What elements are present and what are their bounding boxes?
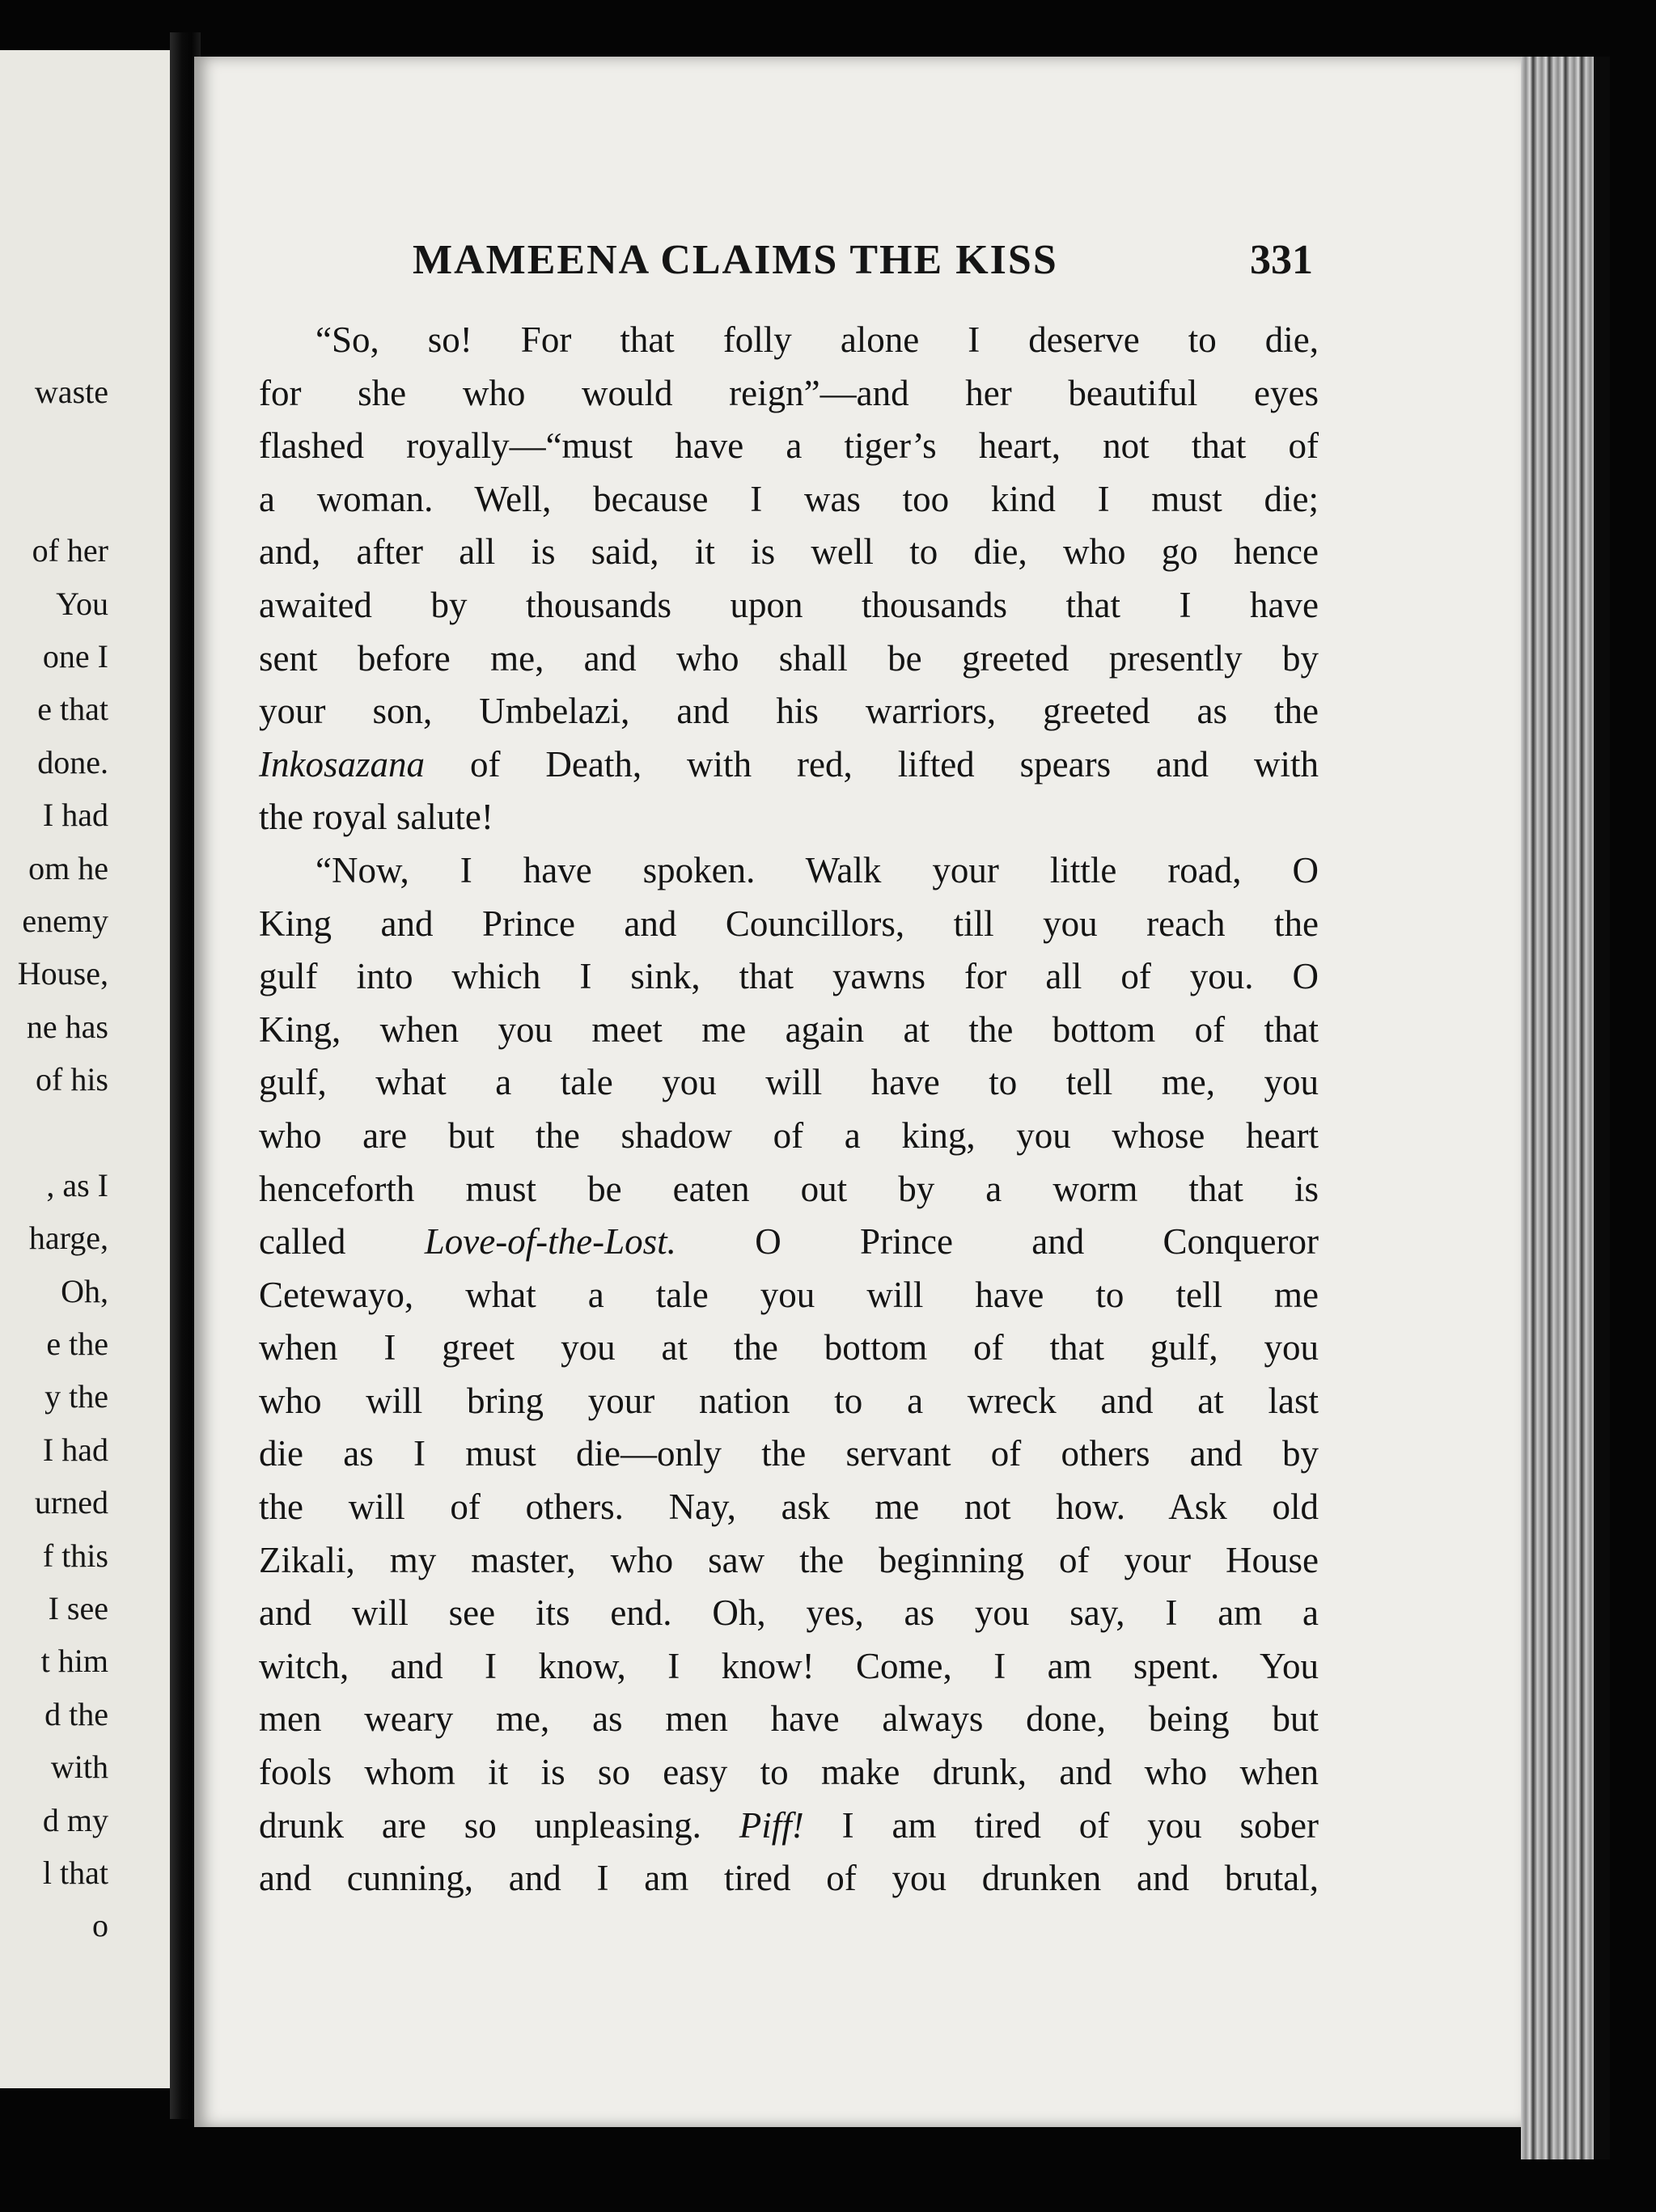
left-page-line: t him bbox=[40, 1643, 108, 1680]
left-page-line: done. bbox=[37, 743, 108, 780]
text-line: the will of others. Nay, ask me not how. Ask old bbox=[259, 1487, 1319, 1528]
text-line: men weary me, as men have always done, being but bbox=[259, 1698, 1319, 1740]
text-line: sent before me, and who shall be greeted presently by bbox=[259, 637, 1319, 679]
text-segment: drunk are so unpleasing. bbox=[259, 1804, 739, 1846]
left-page-line: waste bbox=[34, 374, 108, 410]
text-line: when I greet you at the bottom of that gulf, you bbox=[259, 1327, 1319, 1368]
text-line: and cunning, and I am tired of you drunken and brutal, bbox=[259, 1858, 1319, 1899]
left-page-line: urned bbox=[34, 1484, 108, 1521]
left-page-line: of her bbox=[32, 532, 108, 569]
left-page-line: I see bbox=[48, 1589, 108, 1626]
text-line: and, after all is said, it is well to die, who go hence bbox=[259, 531, 1319, 573]
left-page-line: I had bbox=[42, 797, 108, 834]
left-page-line bbox=[18, 418, 108, 471]
left-page-line: ne has bbox=[26, 1008, 108, 1045]
text-line: awaited by thousands upon thousands that I have bbox=[259, 584, 1319, 625]
left-page-line: f this bbox=[42, 1537, 108, 1574]
text-line: who are but the shadow of a king, you whose heart bbox=[259, 1114, 1319, 1156]
text-line: flashed royally—“must have a tiger’s heart, not that of bbox=[259, 425, 1319, 467]
text-line: gulf into which I sink, that yawns for all of you. O bbox=[259, 956, 1319, 997]
left-page-line: harge, bbox=[28, 1220, 108, 1257]
left-page-line: House, bbox=[17, 955, 108, 992]
italic-text: Piff! bbox=[739, 1804, 804, 1846]
text-line: your son, Umbelazi, and his warriors, greeted as the bbox=[259, 691, 1319, 732]
text-line: henceforth must be eaten out by a worm that is bbox=[259, 1168, 1319, 1209]
page-number: 331 bbox=[1250, 237, 1313, 283]
text-line: “Now, I have spoken. Walk your little road, O bbox=[316, 849, 1319, 890]
text-line: fools whom it is so easy to make drunk, and who when bbox=[259, 1752, 1319, 1793]
text-line: Zikali, my master, who saw the beginning of your House bbox=[259, 1539, 1319, 1580]
text-line: Cetewayo, what a tale you will have to tell me bbox=[259, 1274, 1319, 1315]
left-page-line: d the bbox=[44, 1695, 108, 1732]
left-page-line: e that bbox=[37, 691, 108, 728]
text-line: a woman. Well, because I was too kind I must die; bbox=[259, 478, 1319, 519]
left-page-line: I had bbox=[42, 1431, 108, 1468]
text-segment: O Prince and Conqueror bbox=[676, 1221, 1319, 1262]
left-page-line: , as I bbox=[46, 1166, 108, 1203]
running-head: MAMEENA CLAIMS THE KISS bbox=[413, 237, 1058, 283]
left-page-line: o bbox=[92, 1907, 108, 1944]
left-page-line: y the bbox=[44, 1378, 108, 1415]
left-page-line: l that bbox=[42, 1854, 108, 1891]
text-line: witch, and I know, I know! Come, I am spent. You bbox=[259, 1645, 1319, 1686]
text-line: “So, so! For that folly alone I deserve to die, bbox=[316, 319, 1319, 360]
text-line: for she who would reign”—and her beautiful eyes bbox=[259, 372, 1319, 413]
body-text bbox=[259, 314, 1319, 1905]
left-page-line: with bbox=[50, 1749, 108, 1786]
italic-text: Love-of-the-Lost. bbox=[424, 1221, 676, 1262]
text-line: die as I must die—only the servant of others and by bbox=[259, 1433, 1319, 1474]
text-line: and will see its end. Oh, yes, as you say, I am a bbox=[259, 1592, 1319, 1634]
left-page-line: enemy bbox=[22, 902, 108, 939]
text-line bbox=[259, 1800, 1319, 1853]
left-page-line bbox=[18, 472, 108, 524]
left-page-line bbox=[18, 1106, 108, 1158]
italic-text: Inkosazana bbox=[259, 743, 425, 785]
text-line: King and Prince and Councillors, till you reach the bbox=[259, 903, 1319, 944]
page-edges bbox=[1521, 57, 1594, 2159]
left-page-line: om he bbox=[28, 849, 108, 886]
text-line bbox=[259, 1216, 1319, 1269]
text-line: gulf, what a tale you will have to tell me, you bbox=[259, 1062, 1319, 1103]
text-line: King, when you meet me again at the bottom of that bbox=[259, 1009, 1319, 1050]
text-segment: I am tired of you sober bbox=[803, 1804, 1319, 1846]
left-page-line: of his bbox=[36, 1061, 108, 1098]
left-page-line: d my bbox=[42, 1801, 108, 1838]
left-page-line: e the bbox=[46, 1326, 108, 1363]
left-page-fragment bbox=[0, 50, 170, 2088]
text-segment: of Death, with red, lifted spears and with bbox=[424, 743, 1319, 785]
text-line: who will bring your nation to a wreck and at last bbox=[259, 1380, 1319, 1421]
text-line: the royal salute! bbox=[259, 797, 493, 838]
text-segment: called bbox=[259, 1221, 425, 1262]
left-page-text bbox=[18, 366, 108, 1952]
text-line bbox=[259, 738, 1319, 792]
page-header bbox=[413, 236, 1319, 301]
left-page-line: Oh, bbox=[61, 1272, 108, 1309]
left-page-line: You bbox=[56, 585, 108, 622]
left-page-line: one I bbox=[42, 637, 108, 675]
